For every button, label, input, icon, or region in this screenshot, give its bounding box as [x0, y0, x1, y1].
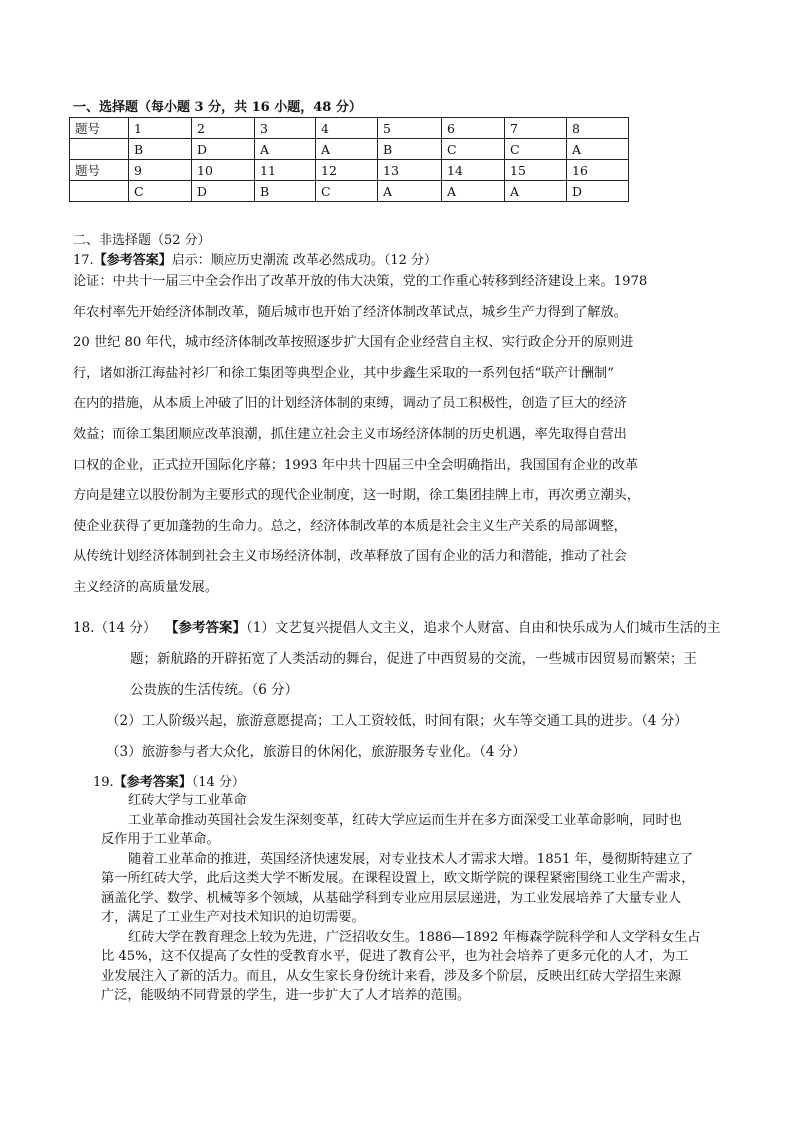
- table-cell: A: [442, 181, 505, 202]
- q17-line: 在内的措施，从本质上冲破了旧的计划经济体制的束缚，调动了员工积极性，创造了巨大的经济: [73, 396, 627, 412]
- table-cell: 2: [192, 118, 255, 139]
- q17-line: 20 世纪 80 年代，城市经济体制改革按照逐步扩大国有企业经营自主权、实行政企分开的原则进: [73, 335, 634, 351]
- table-cell: C: [129, 181, 192, 202]
- section1-title: 一、选择题（每小题 3 分，共 16 小题，48 分）: [73, 100, 362, 115]
- q18-answer: [73, 613, 720, 768]
- table-cell: 9: [129, 160, 192, 181]
- table-cell: A: [316, 139, 378, 160]
- q17-line: 行，诸如浙江海盐衬衫厂和徐工集团等典型企业，其中步鑫生采取的一系列包括“联产计酬制”: [73, 365, 614, 381]
- table-cell: 16: [567, 160, 629, 181]
- q17-line: 方向是建立以股份制为主要形式的现代企业制度，这一时期，徐工集团挂牌上市，再次勇立潮头，: [73, 488, 641, 504]
- table-cell: 6: [442, 118, 505, 139]
- table-row: [70, 181, 629, 202]
- q18-part1-cont: 公贵族的生活传统。（6 分）: [130, 682, 299, 698]
- q19-number: 19.: [93, 775, 114, 790]
- table-cell: 15: [505, 160, 567, 181]
- q19-line: 涵盖化学、数学、机械等多个领域，从基础学科到专业应用层层递进，为工业发展培养了大量专业人: [101, 890, 682, 906]
- q17-line: 主义经济的高质量发展。: [73, 579, 219, 595]
- table-cell: B: [378, 139, 442, 160]
- q18-part3: （3）旅游参与者大众化，旅游目的休闲化，旅游服务专业化。（4 分）: [106, 744, 526, 760]
- q19-essay: [101, 791, 721, 1006]
- table-cell: 8: [567, 118, 629, 139]
- table-cell: 题号: [70, 118, 129, 139]
- q19-line: 红砖大学在教育理念上较为先进，广泛招收女生。1886—1892 年梅森学院科学和人文学科女生占: [128, 929, 701, 945]
- table-cell: A: [567, 139, 629, 160]
- q19-line: 业发展注入了新的活力。而且，从女生家长身份统计来看，涉及多个阶层，反映出红砖大学招生来源: [101, 968, 682, 984]
- q19-line: 反作用于工业革命。: [101, 832, 220, 847]
- table-cell: 10: [192, 160, 255, 181]
- table-cell: B: [255, 181, 316, 202]
- q19-line: 工业革命推动英国社会发生深刻变革，红砖大学应运而生并在多方面深受工业革命影响，同时也: [128, 812, 682, 828]
- q19-title: 红砖大学与工业革命: [128, 793, 247, 808]
- q19-heading: [93, 771, 245, 790]
- q19-line: 第一所红砖大学，此后这类大学不断发展。在课程设置上，欧文斯学院的课程紧密围绕工业生产需求，: [101, 871, 695, 886]
- table-row: [70, 160, 629, 181]
- table-cell: [70, 181, 129, 202]
- q18-first-line: [73, 613, 720, 644]
- table-cell: 题号: [70, 160, 129, 181]
- table-cell: 12: [316, 160, 378, 181]
- q17-inspiration: 启示：顺应历史潮流 改革必然成功。（12 分）: [171, 253, 438, 268]
- table-row: [70, 118, 629, 139]
- table-cell: 3: [255, 118, 316, 139]
- table-row: [70, 139, 629, 160]
- table-cell: C: [505, 139, 567, 160]
- section2-title: 二、非选择题（52 分）: [73, 233, 211, 248]
- q19-line: 广泛，能吸纳不同背景的学生，进一步扩大了人才培养的范围。: [101, 988, 471, 1003]
- q17-line: 从传统计划经济体制到社会主义市场经济体制，改革释放了国有企业的活力和潜能，推动了社会: [73, 549, 627, 565]
- q17-answer-tag: 【参考答案】: [93, 253, 172, 268]
- q17-number: 17.: [73, 253, 94, 268]
- q18-answer-tag: 【参考答案】: [165, 620, 247, 636]
- q17-line: 口权的企业，正式拉开国际化序幕；1993 年中共十四届三中全会明确指出，我国国有企业的改革: [73, 457, 639, 473]
- q17-line: 效益；而徐工集团顺应改革浪潮，抓住建立社会主义市场经济体制的历史机遇，率先取得自营出: [73, 426, 627, 442]
- q19-answer-tag: 【参考答案】: [113, 775, 192, 790]
- table-cell: A: [255, 139, 316, 160]
- table-cell: D: [567, 181, 629, 202]
- q18-part2: （2）工人阶级兴起，旅游意愿提高；工人工资较低，时间有限；火车等交通工具的进步。（4 分）: [106, 713, 688, 729]
- table-cell: [70, 139, 129, 160]
- q18-part1-cont: 题；新航路的开辟拓宽了人类活动的舞台，促进了中西贸易的交流，一些城市因贸易而繁荣；王: [130, 651, 697, 667]
- q19-line: 随着工业革命的推进，英国经济快速发展，对专业技术人才需求大增。1851 年，曼彻斯特建立了: [128, 851, 694, 867]
- table-cell: B: [129, 139, 192, 160]
- table-cell: 13: [378, 160, 442, 181]
- table-cell: D: [192, 181, 255, 202]
- table-cell: D: [192, 139, 255, 160]
- q19-score: （14 分）: [191, 775, 245, 790]
- table-cell: C: [442, 139, 505, 160]
- q17-argument: [73, 267, 673, 604]
- q17-heading: [73, 249, 437, 268]
- table-cell: 7: [505, 118, 567, 139]
- table-cell: A: [378, 181, 442, 202]
- table-cell: 1: [129, 118, 192, 139]
- q18-part1-start: （1）文艺复兴提倡人文主义，追求个人财富、自由和快乐成为人们城市生活的主: [246, 620, 721, 636]
- table-cell: 4: [316, 118, 378, 139]
- q18-number: 18.（14 分）: [73, 620, 157, 636]
- q19-line: 比 45%，这不仅提高了女性的受教育水平，促进了教育公平，也为社会培养了更多元化的人才，为工: [101, 949, 689, 964]
- q17-line: 论证：中共十一届三中全会作出了改革开放的伟大决策，党的工作重心转移到经济建设上来。1978: [73, 274, 648, 289]
- table-cell: 14: [442, 160, 505, 181]
- q19-line: 才，满足了工业生产对技术知识的迫切需要。: [101, 910, 365, 925]
- table-cell: C: [316, 181, 378, 202]
- table-cell: 11: [255, 160, 316, 181]
- q17-line: 年农村率先开始经济体制改革，随后城市也开始了经济体制改革试点，城乡生产力得到了解放。: [73, 304, 627, 320]
- table-cell: A: [505, 181, 567, 202]
- q17-line: 使企业获得了更加蓬勃的生命力。总之，经济体制改革的本质是社会主义生产关系的局部调整，: [73, 518, 627, 534]
- table-cell: 5: [378, 118, 442, 139]
- answer-table: [69, 117, 629, 202]
